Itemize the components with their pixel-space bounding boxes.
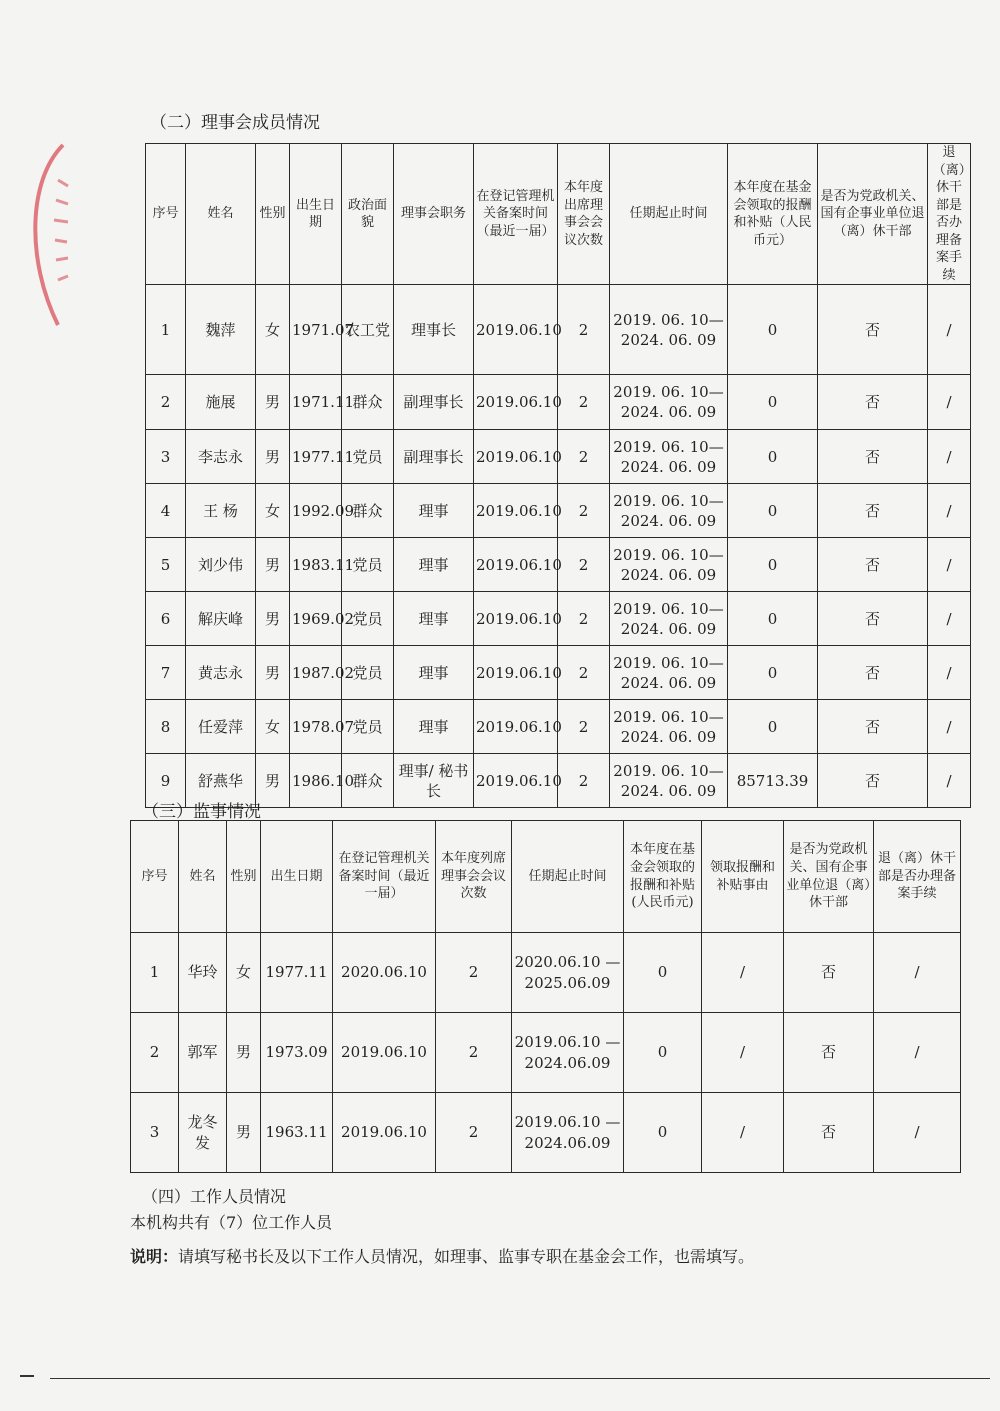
board-header-cell: 本年度出席理事会会议次数 <box>558 144 610 285</box>
supervisor-header-cell: 退（离）休干部是否办理备案手续 <box>874 821 961 933</box>
board-cell: 2019.06.10 <box>474 484 558 538</box>
table-row <box>131 933 961 1013</box>
board-cell: 2019. 06. 10—2024. 06. 09 <box>610 646 728 700</box>
supervisor-cell: / <box>702 1013 784 1093</box>
board-cell: 2 <box>558 538 610 592</box>
board-cell: 理事/ 秘书长 <box>394 754 474 808</box>
board-cell: 0 <box>728 592 818 646</box>
board-cell: 群众 <box>342 484 394 538</box>
board-cell: 否 <box>818 538 928 592</box>
board-cell: 党员 <box>342 430 394 484</box>
board-cell: 2019.06.10 <box>474 592 558 646</box>
board-header-cell: 序号 <box>146 144 186 285</box>
supervisor-cell: 2019.06.10 — 2024.06.09 <box>512 1093 624 1173</box>
board-header-row <box>146 144 971 285</box>
board-cell: 8 <box>146 700 186 754</box>
instruction-note <box>130 1244 754 1267</box>
supervisor-cell: 2 <box>436 1093 512 1173</box>
table-row <box>131 1093 961 1173</box>
footer-dash <box>20 1375 34 1377</box>
board-cell: 1969.02 <box>290 592 342 646</box>
board-cell: 5 <box>146 538 186 592</box>
supervisor-cell: 2 <box>131 1013 179 1093</box>
board-cell: 舒燕华 <box>186 754 256 808</box>
board-cell: 副理事长 <box>394 430 474 484</box>
board-header-cell: 退（离）休干部是否办理备案手续 <box>928 144 971 285</box>
supervisor-cell: / <box>874 1093 961 1173</box>
board-cell: 0 <box>728 484 818 538</box>
board-cell: 否 <box>818 484 928 538</box>
supervisor-cell: 2020.06.10 <box>333 933 436 1013</box>
table-row <box>131 1013 961 1093</box>
board-cell: 2 <box>558 700 610 754</box>
board-cell: / <box>928 375 971 430</box>
supervisor-header-cell: 本年度在基金会领取的报酬和补贴(人民币元) <box>624 821 702 933</box>
board-cell: 男 <box>256 375 290 430</box>
table-row <box>146 700 971 754</box>
board-cell: 女 <box>256 484 290 538</box>
board-cell: 1983.11 <box>290 538 342 592</box>
board-cell: 0 <box>728 285 818 375</box>
supervisor-cell: 否 <box>784 933 874 1013</box>
board-cell: 1971.07 <box>290 285 342 375</box>
board-cell: 任爱萍 <box>186 700 256 754</box>
board-header-cell: 理事会职务 <box>394 144 474 285</box>
supervisor-cell: 2 <box>436 1013 512 1093</box>
supervisor-cell: 1 <box>131 933 179 1013</box>
board-cell: 2 <box>558 484 610 538</box>
board-cell: 1 <box>146 285 186 375</box>
board-cell: 理事 <box>394 592 474 646</box>
supervisors-table <box>130 820 961 1173</box>
board-cell: 2019. 06. 10—2024. 06. 09 <box>610 700 728 754</box>
board-cell: 2 <box>558 375 610 430</box>
supervisor-cell: 龙冬发 <box>179 1093 227 1173</box>
supervisor-cell: / <box>702 1093 784 1173</box>
supervisor-cell: 0 <box>624 1013 702 1093</box>
board-cell: 2019.06.10 <box>474 538 558 592</box>
board-cell: 2019.06.10 <box>474 375 558 430</box>
board-cell: 农工党 <box>342 285 394 375</box>
board-cell: 2019.06.10 <box>474 285 558 375</box>
board-cell: 施展 <box>186 375 256 430</box>
section4-title: （四）工作人员情况 <box>142 1187 287 1206</box>
board-members-table <box>145 143 971 808</box>
supervisor-header-cell: 出生日期 <box>261 821 333 933</box>
supervisor-header-cell: 本年度列席理事会会议次数 <box>436 821 512 933</box>
board-cell: 4 <box>146 484 186 538</box>
section3-title: （三）监事情况 <box>142 802 261 822</box>
supervisor-cell: 华玲 <box>179 933 227 1013</box>
supervisor-header-cell: 序号 <box>131 821 179 933</box>
board-cell: 否 <box>818 430 928 484</box>
board-cell: / <box>928 700 971 754</box>
supervisor-cell: / <box>702 933 784 1013</box>
supervisor-header-cell: 姓名 <box>179 821 227 933</box>
supervisor-header-row <box>131 821 961 933</box>
board-cell: 否 <box>818 592 928 646</box>
board-cell: 2019. 06. 10—2024. 06. 09 <box>610 754 728 808</box>
supervisor-cell: 男 <box>227 1093 261 1173</box>
board-cell: 男 <box>256 430 290 484</box>
supervisor-cell: / <box>874 1013 961 1093</box>
supervisor-cell: 3 <box>131 1093 179 1173</box>
board-cell: 2019. 06. 10—2024. 06. 09 <box>610 484 728 538</box>
supervisor-cell: 2 <box>436 933 512 1013</box>
table-row <box>146 754 971 808</box>
board-cell: 2 <box>558 285 610 375</box>
board-cell: 党员 <box>342 592 394 646</box>
table-row <box>146 646 971 700</box>
board-cell: 否 <box>818 700 928 754</box>
board-cell: 理事 <box>394 538 474 592</box>
board-cell: 0 <box>728 646 818 700</box>
board-cell: 男 <box>256 538 290 592</box>
board-cell: 否 <box>818 646 928 700</box>
board-cell: 7 <box>146 646 186 700</box>
board-cell: 理事 <box>394 646 474 700</box>
board-cell: 理事长 <box>394 285 474 375</box>
board-cell: 0 <box>728 375 818 430</box>
board-cell: / <box>928 285 971 375</box>
board-cell: 2 <box>558 592 610 646</box>
board-cell: 1986.10 <box>290 754 342 808</box>
table-row <box>146 484 971 538</box>
board-cell: 9 <box>146 754 186 808</box>
board-cell: 0 <box>728 538 818 592</box>
board-cell: 刘少伟 <box>186 538 256 592</box>
table-row <box>146 592 971 646</box>
board-cell: 1977.11 <box>290 430 342 484</box>
table-row <box>146 375 971 430</box>
board-cell: / <box>928 538 971 592</box>
board-cell: 男 <box>256 754 290 808</box>
board-cell: / <box>928 484 971 538</box>
board-cell: 85713.39 <box>728 754 818 808</box>
board-cell: 否 <box>818 285 928 375</box>
board-cell: 1978.07 <box>290 700 342 754</box>
supervisor-cell: 郭军 <box>179 1013 227 1093</box>
board-cell: 否 <box>818 754 928 808</box>
board-cell: 2 <box>558 430 610 484</box>
board-header-cell: 是否为党政机关、国有企事业单位退（离）休干部 <box>818 144 928 285</box>
supervisor-cell: 2019.06.10 — 2024.06.09 <box>512 1013 624 1093</box>
board-cell: / <box>928 592 971 646</box>
board-cell: 2019. 06. 10—2024. 06. 09 <box>610 592 728 646</box>
table-row <box>146 430 971 484</box>
supervisor-header-cell: 在登记管理机关备案时间（最近一届） <box>333 821 436 933</box>
board-cell: 2019.06.10 <box>474 700 558 754</box>
board-cell: 2 <box>558 754 610 808</box>
board-cell: 2 <box>146 375 186 430</box>
supervisor-cell: / <box>874 933 961 1013</box>
board-cell: 党员 <box>342 646 394 700</box>
supervisor-cell: 2020.06.10 — 2025.06.09 <box>512 933 624 1013</box>
board-cell: 3 <box>146 430 186 484</box>
board-cell: / <box>928 430 971 484</box>
board-cell: 男 <box>256 646 290 700</box>
board-header-cell: 出生日期 <box>290 144 342 285</box>
supervisor-cell: 2019.06.10 <box>333 1093 436 1173</box>
supervisor-cell: 0 <box>624 1093 702 1173</box>
board-header-cell: 本年度在基金会领取的报酬和补贴（人民币元） <box>728 144 818 285</box>
table-row <box>146 538 971 592</box>
board-cell: 1992.09 <box>290 484 342 538</box>
board-cell: 6 <box>146 592 186 646</box>
supervisor-cell: 男 <box>227 1013 261 1093</box>
supervisor-cell: 否 <box>784 1093 874 1173</box>
supervisor-cell: 1973.09 <box>261 1013 333 1093</box>
supervisor-cell: 女 <box>227 933 261 1013</box>
table-row <box>146 285 971 375</box>
board-cell: / <box>928 646 971 700</box>
board-header-cell: 在登记管理机关备案时间（最近一届） <box>474 144 558 285</box>
board-cell: 否 <box>818 375 928 430</box>
board-cell: 2019.06.10 <box>474 430 558 484</box>
board-cell: 1971.11 <box>290 375 342 430</box>
board-cell: 党员 <box>342 700 394 754</box>
board-cell: 0 <box>728 430 818 484</box>
board-cell: 2019. 06. 10—2024. 06. 09 <box>610 285 728 375</box>
board-cell: 解庆峰 <box>186 592 256 646</box>
board-cell: 副理事长 <box>394 375 474 430</box>
board-cell: 0 <box>728 700 818 754</box>
official-seal-stamp <box>18 140 78 330</box>
board-header-cell: 任期起止时间 <box>610 144 728 285</box>
board-cell: 群众 <box>342 754 394 808</box>
board-cell: 2019. 06. 10—2024. 06. 09 <box>610 538 728 592</box>
board-cell: / <box>928 754 971 808</box>
board-cell: 2019. 06. 10—2024. 06. 09 <box>610 430 728 484</box>
board-cell: 2019.06.10 <box>474 754 558 808</box>
board-cell: 1987.02 <box>290 646 342 700</box>
board-cell: 2 <box>558 646 610 700</box>
supervisor-cell: 1963.11 <box>261 1093 333 1173</box>
board-header-cell: 姓名 <box>186 144 256 285</box>
supervisor-cell: 0 <box>624 933 702 1013</box>
supervisor-header-cell: 是否为党政机关、国有企事业单位退（离）休干部 <box>784 821 874 933</box>
board-cell: 理事 <box>394 484 474 538</box>
board-header-cell: 性别 <box>256 144 290 285</box>
board-cell: 群众 <box>342 375 394 430</box>
supervisor-header-cell: 领取报酬和补贴事由 <box>702 821 784 933</box>
supervisor-cell: 否 <box>784 1013 874 1093</box>
board-cell: 女 <box>256 700 290 754</box>
section2-title: （二）理事会成员情况 <box>150 113 320 133</box>
board-cell: 黄志永 <box>186 646 256 700</box>
supervisor-cell: 2019.06.10 <box>333 1013 436 1093</box>
staff-count-text: 本机构共有（7）位工作人员 <box>130 1213 333 1232</box>
supervisor-cell: 1977.11 <box>261 933 333 1013</box>
board-cell: 王 杨 <box>186 484 256 538</box>
board-cell: 党员 <box>342 538 394 592</box>
board-cell: 理事 <box>394 700 474 754</box>
note-text: 请填写秘书长及以下工作人员情况，如理事、监事专职在基金会工作，也需填写。 <box>178 1247 755 1266</box>
board-cell: 2019.06.10 <box>474 646 558 700</box>
board-cell: 女 <box>256 285 290 375</box>
footer-rule <box>50 1378 990 1379</box>
note-label: 说明： <box>130 1247 179 1266</box>
board-header-cell: 政治面貌 <box>342 144 394 285</box>
board-cell: 男 <box>256 592 290 646</box>
board-cell: 2019. 06. 10—2024. 06. 09 <box>610 375 728 430</box>
board-cell: 魏萍 <box>186 285 256 375</box>
supervisor-header-cell: 性别 <box>227 821 261 933</box>
board-cell: 李志永 <box>186 430 256 484</box>
supervisor-header-cell: 任期起止时间 <box>512 821 624 933</box>
